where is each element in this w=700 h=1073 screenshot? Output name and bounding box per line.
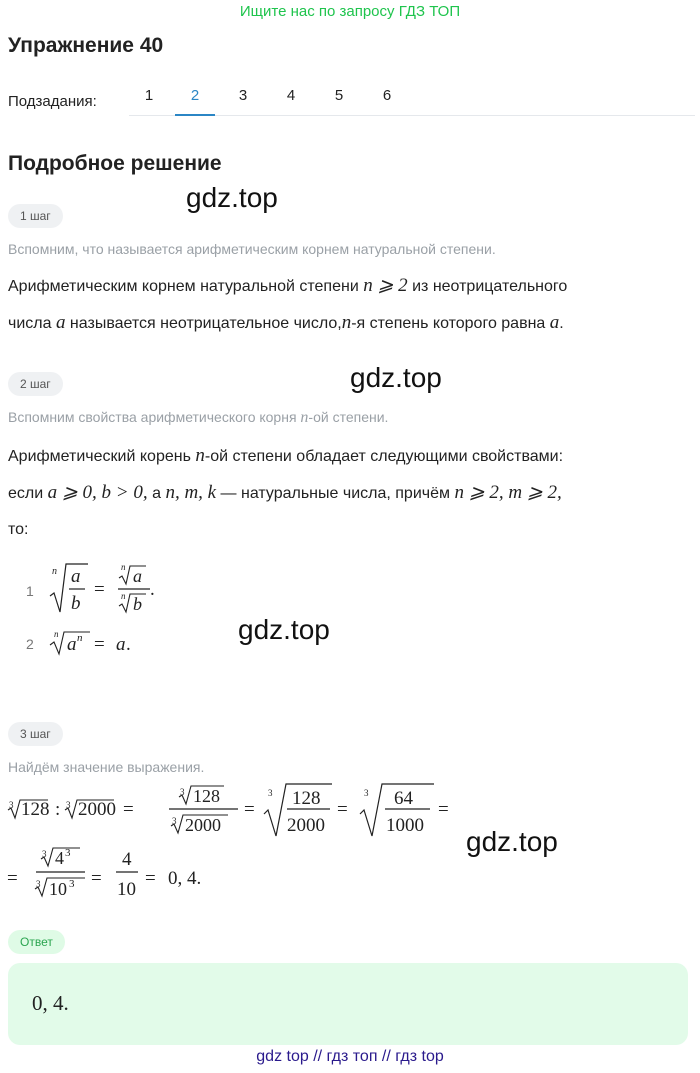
svg-text:3: 3 [268, 788, 273, 798]
svg-text:3: 3 [65, 847, 71, 859]
svg-text:3: 3 [36, 879, 41, 889]
svg-text:b: b [133, 594, 142, 614]
svg-text:.: . [126, 634, 131, 655]
svg-text:a: a [133, 566, 142, 586]
svg-text:0, 4.: 0, 4. [168, 868, 202, 889]
svg-text:3: 3 [69, 878, 75, 890]
svg-text:n: n [52, 566, 57, 577]
svg-text:128: 128 [193, 786, 220, 806]
svg-text:=: = [244, 799, 255, 820]
step-badge: 1 шаг [8, 204, 63, 228]
svg-text:a: a [71, 566, 81, 587]
tab-subtask-1[interactable]: 1 [144, 87, 154, 104]
svg-text:3: 3 [180, 787, 185, 797]
svg-text:128: 128 [21, 799, 50, 820]
svg-text:.: . [150, 579, 155, 600]
svg-text:n: n [121, 562, 126, 572]
tab-subtask-2[interactable]: 2 [175, 86, 215, 116]
svg-text:n: n [54, 629, 59, 639]
property-formula-2 [46, 626, 156, 658]
watermark: gdz.top [238, 614, 330, 645]
svg-text:=: = [337, 799, 348, 820]
step-hint: Вспомним, что называется арифметическим корнем натуральной степени. [8, 241, 496, 257]
svg-text:a: a [116, 634, 126, 655]
footer-links[interactable]: gdz top // гдз топ // гдз top [256, 1048, 444, 1065]
svg-text:n: n [121, 591, 126, 601]
svg-text::: : [55, 799, 61, 820]
svg-text:3: 3 [66, 800, 71, 810]
svg-text:3: 3 [9, 800, 14, 810]
svg-text:=: = [94, 579, 105, 600]
step-badge: 2 шаг [8, 372, 63, 396]
svg-text:128: 128 [292, 788, 321, 809]
svg-text:=: = [438, 799, 449, 820]
computation-line-1 [6, 782, 466, 842]
svg-text:3: 3 [42, 849, 47, 859]
subtasks-tab-row [8, 86, 700, 116]
subtasks-label: Подзадания: [8, 92, 97, 110]
step-badge: 3 шаг [8, 722, 63, 746]
step-text: Арифметическим корнем натуральной степени n ⩾ 2 из неотрицательного числа a называется неотрицательное число,n-я степень которого равна a. [8, 275, 568, 333]
svg-text:a: a [67, 634, 77, 655]
tab-subtask-4[interactable]: 4 [286, 87, 296, 104]
answer-box [8, 963, 688, 1045]
answer-badge: Ответ [8, 930, 65, 954]
svg-text:10: 10 [49, 879, 67, 899]
property-formula-1 [46, 560, 176, 620]
tab-subtask-3[interactable]: 3 [238, 87, 248, 104]
step-hint: Найдём значение выражения. [8, 759, 205, 775]
step-text: Арифметический корень n-ой степени обладает следующими свойствами: если a ⩾ 0, b > 0, а n, m, k — натуральные числа, причём n ⩾ 2, m ⩾ 2, то: [8, 445, 564, 538]
svg-text:n: n [77, 632, 83, 644]
svg-text:b: b [71, 593, 81, 614]
svg-text:2000: 2000 [287, 815, 325, 836]
svg-text:4: 4 [55, 848, 64, 868]
section-title: Подробное решение [8, 152, 222, 175]
svg-text:4: 4 [122, 849, 132, 870]
svg-text:2000: 2000 [185, 815, 221, 835]
svg-text:3: 3 [172, 816, 177, 826]
svg-text:10: 10 [117, 879, 136, 900]
page-title: Упражнение 40 [8, 34, 164, 57]
tab-subtask-6[interactable]: 6 [382, 87, 392, 104]
svg-text:64: 64 [394, 788, 413, 809]
watermark: gdz.top [186, 182, 278, 213]
step-hint: Вспомним свойства арифметического корня n-ой степени. [8, 409, 389, 426]
computation-line-2 [6, 844, 236, 906]
watermark: gdz.top [350, 362, 442, 393]
svg-text:3: 3 [364, 788, 369, 798]
svg-text:2000: 2000 [78, 799, 116, 820]
answer-value: 0, 4. [32, 991, 69, 1015]
svg-text:=: = [91, 868, 102, 889]
subtasks-tabs [129, 86, 695, 116]
svg-text:=: = [145, 868, 156, 889]
svg-text:=: = [123, 799, 134, 820]
watermark: gdz.top [466, 826, 558, 857]
svg-text:1000: 1000 [386, 815, 424, 836]
top-banner[interactable]: Ищите нас по запросу ГДЗ ТОП [239, 3, 461, 20]
svg-text:=: = [94, 634, 105, 655]
svg-text:=: = [7, 868, 18, 889]
tab-subtask-5[interactable]: 5 [334, 87, 344, 104]
property-number: 2 [26, 636, 34, 652]
property-number: 1 [26, 583, 34, 599]
